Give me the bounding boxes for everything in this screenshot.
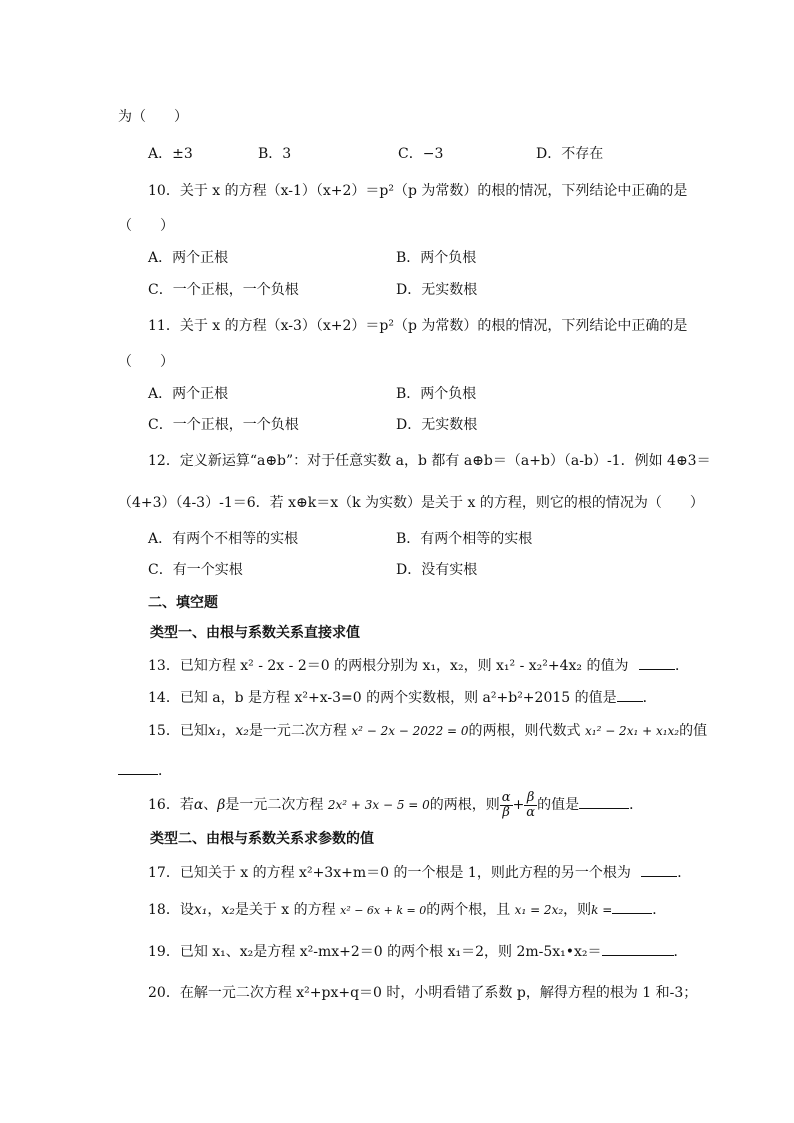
q11-stem: 11．关于 x 的方程（x-3）（x+2）＝p²（p 为常数）的根的情况，下列结论中正确的是 — [148, 318, 688, 334]
q9-option-b: B．3 — [258, 146, 292, 162]
q16-prefix: 16．若 — [148, 797, 194, 813]
q19-end: ． — [673, 944, 688, 960]
q15-answer-blank[interactable] — [118, 760, 158, 775]
q9-option-d: D．不存在 — [536, 146, 604, 162]
q15-after-eq: 的两根，则代数式 — [468, 723, 581, 739]
q15-prefix: 15．已知 — [148, 723, 208, 739]
q16-alpha: α — [193, 797, 204, 813]
q18-x1: x₁ — [193, 902, 208, 918]
q17-text: 17．已知关于 x 的方程 x²+3x+m＝0 的一个根是 1，则此方程的另一个根为 — [148, 865, 631, 881]
q15-equation: x² − 2x − 2022 = 0 — [351, 724, 469, 738]
q12-stem-line1: 12．定义新运算“a⊕b”：对于任意实数 a，b 都有 a⊕b＝（a+b）（a-b）-1．例如 4⊕3＝ — [148, 453, 711, 469]
q15-sep: ， — [221, 723, 236, 739]
q15-suffix: 的值 — [679, 723, 708, 739]
q15 — [148, 722, 707, 740]
q10-paren: （ ） — [118, 218, 174, 234]
q15-end: ． — [158, 763, 172, 779]
q20: 20．在解一元二次方程 x²+px+q＝0 时，小明看错了系数 p，解得方程的根为 1 和-3； — [148, 985, 698, 1001]
q18-k: k = — [591, 903, 613, 917]
q16 — [148, 790, 643, 820]
q16-end: ． — [629, 797, 644, 813]
q10-option-a: A．两个正根 — [148, 250, 229, 266]
q10-option-d: D．无实数根 — [396, 282, 478, 298]
q12-stem-line2: （4+3）（4-3）-1＝6．若 x⊕k＝x（k 为实数）是关于 x 的方程，则它的根的情况为（ ） — [118, 495, 704, 511]
q16-after-eq: 的两根，则 — [429, 797, 500, 813]
q15-answer-line — [118, 760, 172, 780]
q12-option-a: A．有两个不相等的实根 — [148, 531, 299, 547]
q18-after-eq: 的两个根，且 — [426, 902, 511, 918]
q9-option-a: A．±3 — [148, 146, 193, 162]
q15-middle: 是一元二次方程 — [248, 723, 347, 739]
q10-option-b: B．两个负根 — [396, 250, 477, 266]
q16-middle: 是一元二次方程 — [225, 797, 324, 813]
q10-option-c: C．一个正根，一个负根 — [148, 282, 299, 298]
q19-text: 19．已知 x₁、x₂是方程 x²-mx+2＝0 的两个根 x₁＝2，则 2m-5x₁•x₂＝ — [148, 944, 602, 960]
q13-answer-blank[interactable] — [639, 655, 675, 670]
q19-answer-blank[interactable] — [602, 941, 674, 956]
q16-beta: β — [217, 797, 226, 813]
q18-answer-blank[interactable] — [612, 899, 652, 914]
q12-option-c: C．有一个实根 — [148, 562, 243, 578]
q11-option-b: B．两个负根 — [396, 386, 477, 402]
q16-fraction-beta-over-alpha: $\frac{\beta}{\alpha}$ — [526, 789, 536, 820]
type2-heading: 类型二、由根与系数关系求参数的值 — [150, 831, 374, 847]
q18-middle: 是关于 x 的方程 — [234, 902, 336, 918]
q18-sep: ， — [207, 902, 222, 918]
q18-end: ． — [652, 902, 667, 918]
q18-x2: x₂ — [221, 902, 235, 918]
q14-answer-blank[interactable] — [617, 687, 643, 702]
q16-sep: 、 — [203, 797, 218, 813]
q13 — [148, 655, 689, 675]
q18 — [148, 899, 666, 920]
q11-option-c: C．一个正根，一个负根 — [148, 417, 299, 433]
q17-answer-blank[interactable] — [641, 862, 677, 877]
q15-expression: x₁² − 2x₁ + x₁x₂ — [584, 724, 680, 738]
q18-prefix: 18．设 — [148, 902, 194, 918]
q18-condition: x₁ = 2x₂ — [514, 903, 564, 917]
q14 — [148, 687, 657, 707]
q16-fraction-alpha-over-beta: $\frac{\alpha}{\beta}$ — [501, 789, 511, 820]
q13-end: ． — [674, 658, 689, 674]
q9-option-c: C．−3 — [398, 146, 444, 162]
q14-end: ． — [642, 690, 657, 706]
q18-equation: x² − 6x + k = 0 — [340, 904, 427, 917]
q16-equation: 2x² + 3x − 5 = 0 — [327, 798, 430, 812]
type1-heading: 类型一、由根与系数关系直接求值 — [150, 625, 360, 641]
q19 — [148, 941, 688, 961]
q13-text: 13．已知方程 x² - 2x - 2＝0 的两根分别为 x₁，x₂，则 x₁² - x₂²+4x₂ 的值为 — [148, 658, 629, 674]
q17-end: ． — [677, 865, 692, 881]
q14-text: 14．已知 a，b 是方程 x²+x-3=0 的两个实数根，则 a²+b²+2015 的值是 — [148, 690, 617, 706]
q11-paren: （ ） — [118, 354, 174, 370]
section-title: 二、填空题 — [148, 595, 218, 611]
q17 — [148, 862, 691, 882]
q10-stem: 10．关于 x 的方程（x-1）（x+2）＝p²（p 为常数）的根的情况，下列结论中正确的是 — [148, 183, 688, 199]
q15-x1: x₁ — [207, 723, 222, 739]
q12-option-d: D．没有实根 — [396, 562, 478, 578]
q12-option-b: B．有两个相等的实根 — [396, 531, 533, 547]
q16-plus: + — [512, 797, 525, 813]
q16-answer-blank[interactable] — [579, 794, 629, 809]
q9-stem-end: 为（ ） — [118, 109, 188, 125]
q18-then: ，则 — [563, 902, 592, 918]
q16-suffix: 的值是 — [537, 797, 580, 813]
q15-x2: x₂ — [235, 723, 249, 739]
q11-option-a: A．两个正根 — [148, 386, 229, 402]
q11-option-d: D．无实数根 — [396, 417, 478, 433]
